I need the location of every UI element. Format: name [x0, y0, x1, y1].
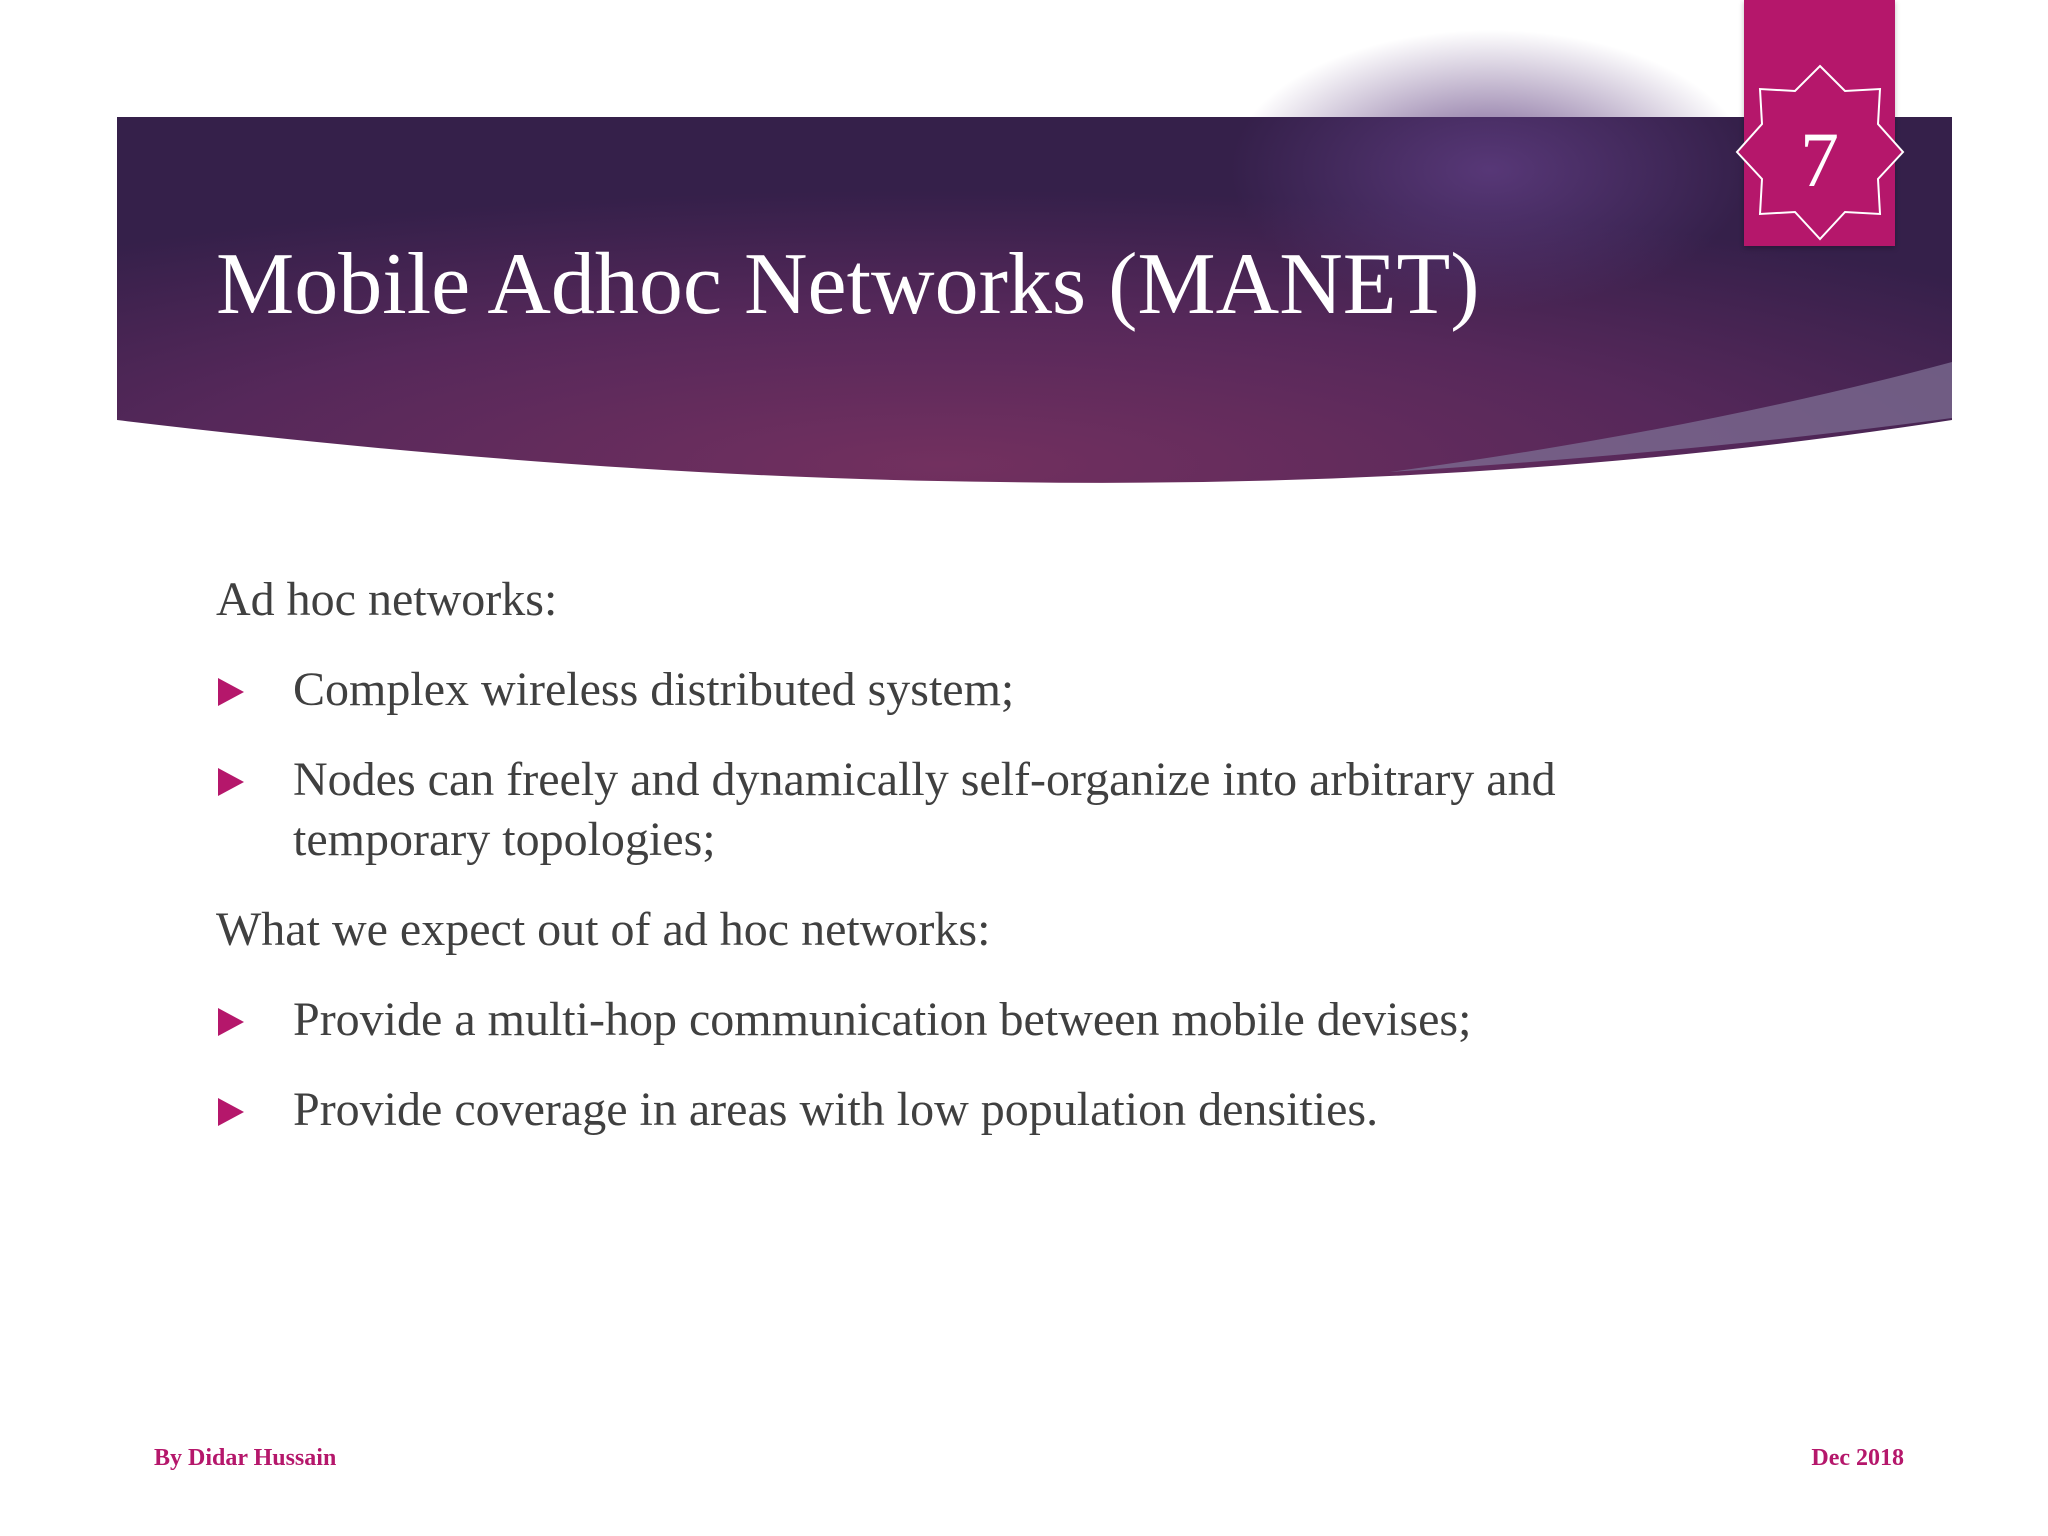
bullet-item	[216, 990, 1676, 1050]
bullet-text: Nodes can freely and dynamically self-organize into arbitrary and temporary topologies;	[293, 753, 1556, 866]
bullet-item	[216, 660, 1676, 720]
footer-author: By Didar Hussain	[154, 1445, 337, 1471]
triangle-bullet-icon	[218, 1008, 244, 1036]
slide-content	[216, 570, 1676, 1170]
bullet-text: Provide coverage in areas with low population densities.	[293, 1083, 1379, 1136]
bullet-item	[216, 750, 1676, 870]
section-heading-expectations: What we expect out of ad hoc networks:	[216, 903, 991, 956]
section-heading-ad-hoc-networks: Ad hoc networks:	[216, 573, 558, 626]
bullet-text: Complex wireless distributed system;	[293, 663, 1015, 716]
slide-number: 7	[1800, 116, 1839, 203]
slide-title: Mobile Adhoc Networks (MANET)	[216, 236, 1480, 333]
bullet-text: Provide a multi-hop communication between mobile devises;	[293, 993, 1472, 1046]
triangle-bullet-icon	[218, 1098, 244, 1126]
footer-date: Dec 2018	[1811, 1445, 1904, 1471]
triangle-bullet-icon	[218, 768, 244, 796]
triangle-bullet-icon	[218, 678, 244, 706]
bullet-item	[216, 1080, 1676, 1140]
